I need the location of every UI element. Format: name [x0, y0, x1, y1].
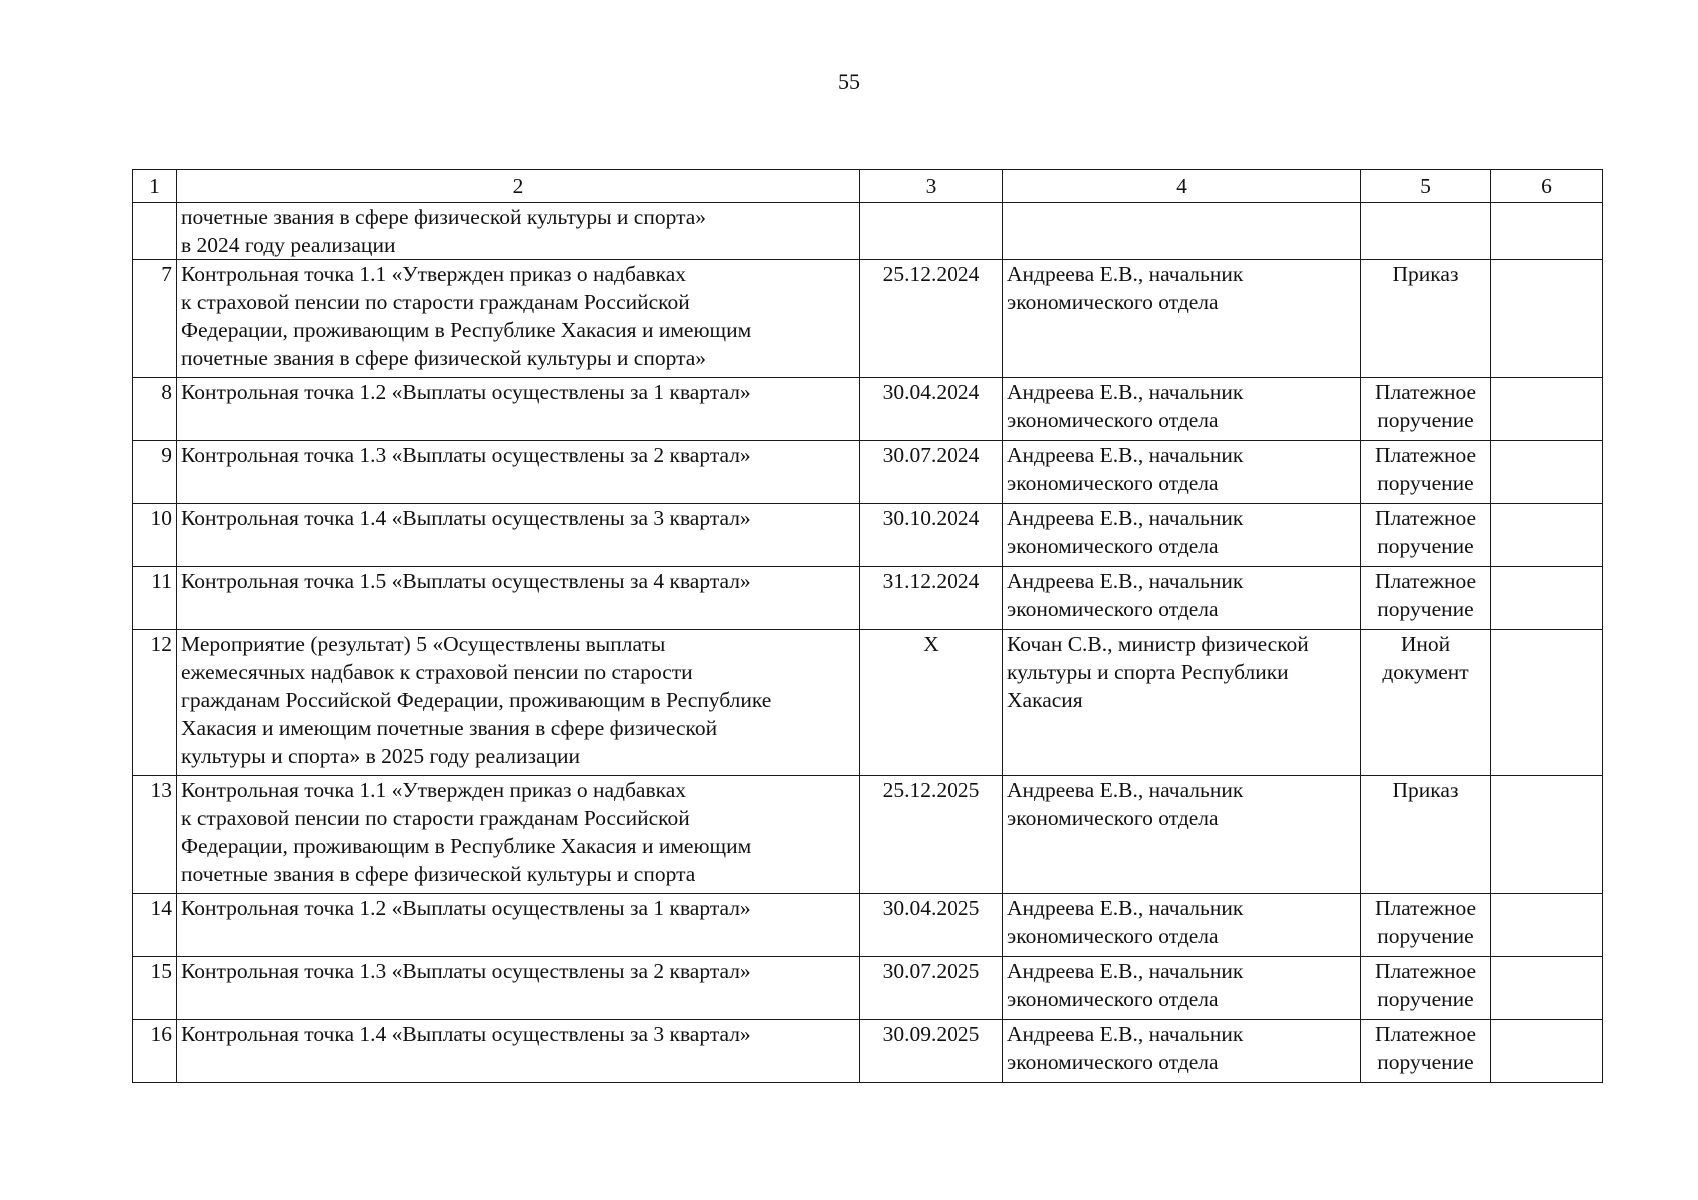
column-number: 6: [1491, 170, 1603, 203]
text-line: Контрольная точка 1.3 «Выплаты осуществлены за 2 квартал»: [181, 443, 751, 467]
text-line: культуры и спорта Республики: [1007, 660, 1289, 684]
text-line: почетные звания в сфере физической культуры и спорта: [181, 862, 696, 886]
text-line: Андреева Е.В., начальник: [1007, 959, 1244, 983]
date-cell: 25.12.2024: [860, 260, 1003, 378]
date-cell: 30.07.2024: [860, 441, 1003, 504]
table-row: [133, 776, 1603, 894]
text-line: Кочан С.В., министр физической: [1007, 632, 1309, 656]
text-line: экономического отдела: [1007, 408, 1219, 432]
document-cell: [1361, 957, 1491, 1020]
column-numbers-row: [133, 170, 1603, 203]
responsible-cell: [1003, 567, 1361, 630]
column-number: 4: [1003, 170, 1361, 203]
column-number: 2: [177, 170, 860, 203]
text-line: Хакасия: [1007, 688, 1083, 712]
text-line: поручение: [1377, 924, 1474, 948]
row-number-cell: 7: [133, 260, 177, 378]
text-line: Андреева Е.В., начальник: [1007, 262, 1244, 286]
text-line: Контрольная точка 1.1 «Утвержден приказ о надбавках: [181, 778, 687, 802]
description-cell: [177, 894, 860, 957]
text-line: к страховой пенсии по старости гражданам Российской: [181, 806, 690, 830]
text-line: Платежное: [1374, 959, 1477, 983]
text-line: экономического отдела: [1007, 534, 1219, 558]
responsible-cell: [1003, 203, 1361, 260]
description-cell: [177, 776, 860, 894]
responsible-cell: [1003, 378, 1361, 441]
text-line: Контрольная точка 1.5 «Выплаты осуществлены за 4 квартал»: [181, 569, 751, 593]
text-line: Приказ: [1392, 262, 1459, 286]
text-line: экономического отдела: [1007, 806, 1219, 830]
responsible-cell: [1003, 630, 1361, 776]
responsible-cell: [1003, 894, 1361, 957]
text-line: поручение: [1377, 597, 1474, 621]
description-cell: [177, 957, 860, 1020]
text-line: экономического отдела: [1007, 987, 1219, 1011]
text-line: Платежное: [1374, 1022, 1477, 1046]
text-line: Андреева Е.В., начальник: [1007, 443, 1244, 467]
description-cell: [177, 441, 860, 504]
description-cell: [177, 1020, 860, 1083]
text-line: Платежное: [1374, 443, 1477, 467]
text-line: Андреева Е.В., начальник: [1007, 778, 1244, 802]
date-cell: 31.12.2024: [860, 567, 1003, 630]
text-line: Андреева Е.В., начальник: [1007, 569, 1244, 593]
description-cell: [177, 378, 860, 441]
date-cell: 25.12.2025: [860, 776, 1003, 894]
row-number-cell: 10: [133, 504, 177, 567]
column-6-cell: [1491, 894, 1603, 957]
column-6-cell: [1491, 441, 1603, 504]
text-line: Контрольная точка 1.2 «Выплаты осуществлены за 1 квартал»: [181, 896, 751, 920]
table-row: [133, 441, 1603, 504]
document-cell: [1361, 203, 1491, 260]
column-number: 1: [133, 170, 177, 203]
document-cell: [1361, 630, 1491, 776]
description-cell: [177, 567, 860, 630]
text-line: культуры и спорта» в 2025 году реализации: [181, 744, 581, 768]
text-line: Платежное: [1374, 569, 1477, 593]
responsible-cell: [1003, 504, 1361, 567]
column-6-cell: [1491, 957, 1603, 1020]
page-number: 55: [838, 69, 860, 94]
table-row: [133, 203, 1603, 260]
text-line: экономического отдела: [1007, 1050, 1219, 1074]
text-line: экономического отдела: [1007, 597, 1219, 621]
document-cell: [1361, 776, 1491, 894]
text-line: почетные звания в сфере физической культуры и спорта»: [181, 346, 707, 370]
text-line: Платежное: [1374, 506, 1477, 530]
responsible-cell: [1003, 441, 1361, 504]
text-line: Федерации, проживающим в Республике Хакасия и имеющим: [181, 318, 752, 342]
table-row: [133, 567, 1603, 630]
text-line: поручение: [1377, 471, 1474, 495]
text-line: поручение: [1377, 987, 1474, 1011]
text-line: Андреева Е.В., начальник: [1007, 1022, 1244, 1046]
document-cell: [1361, 567, 1491, 630]
column-6-cell: [1491, 567, 1603, 630]
row-number-cell: [133, 203, 177, 260]
text-line: Андреева Е.В., начальник: [1007, 506, 1244, 530]
text-line: документ: [1382, 660, 1469, 684]
date-cell: 30.04.2024: [860, 378, 1003, 441]
schedule-table: [132, 169, 1603, 1083]
description-cell: [177, 203, 860, 260]
text-line: Платежное: [1374, 380, 1477, 404]
responsible-cell: [1003, 260, 1361, 378]
text-line: Платежное: [1374, 896, 1477, 920]
table-row: [133, 957, 1603, 1020]
document-cell: [1361, 260, 1491, 378]
text-line: Хакасия и имеющим почетные звания в сфере физической: [181, 716, 718, 740]
description-cell: [177, 630, 860, 776]
text-line: поручение: [1377, 1050, 1474, 1074]
row-number-cell: 12: [133, 630, 177, 776]
column-6-cell: [1491, 776, 1603, 894]
text-line: Контрольная точка 1.2 «Выплаты осуществлены за 1 квартал»: [181, 380, 751, 404]
responsible-cell: [1003, 957, 1361, 1020]
row-number-cell: 13: [133, 776, 177, 894]
table-row: [133, 1020, 1603, 1083]
row-number-cell: 9: [133, 441, 177, 504]
column-6-cell: [1491, 504, 1603, 567]
description-cell: [177, 260, 860, 378]
column-6-cell: [1491, 260, 1603, 378]
column-number: 5: [1361, 170, 1491, 203]
row-number-cell: 11: [133, 567, 177, 630]
text-line: экономического отдела: [1007, 290, 1219, 314]
text-line: в 2024 году реализации: [181, 233, 396, 257]
table-row: [133, 260, 1603, 378]
text-line: Контрольная точка 1.4 «Выплаты осуществлены за 3 квартал»: [181, 506, 751, 530]
text-line: поручение: [1377, 408, 1474, 432]
text-line: Федерации, проживающим в Республике Хакасия и имеющим: [181, 834, 752, 858]
row-number-cell: 8: [133, 378, 177, 441]
row-number-cell: 15: [133, 957, 177, 1020]
date-cell: 30.07.2025: [860, 957, 1003, 1020]
responsible-cell: [1003, 1020, 1361, 1083]
description-cell: [177, 504, 860, 567]
document-cell: [1361, 504, 1491, 567]
document-cell: [1361, 441, 1491, 504]
column-6-cell: [1491, 203, 1603, 260]
table-row: [133, 630, 1603, 776]
text-line: экономического отдела: [1007, 471, 1219, 495]
row-number-cell: 16: [133, 1020, 177, 1083]
date-cell: Х: [860, 630, 1003, 776]
text-line: Мероприятие (результат) 5 «Осуществлены выплаты: [181, 632, 666, 656]
text-line: ежемесячных надбавок к страховой пенсии по старости: [181, 660, 693, 684]
responsible-cell: [1003, 776, 1361, 894]
table-row: [133, 378, 1603, 441]
text-line: поручение: [1377, 534, 1474, 558]
text-line: Контрольная точка 1.1 «Утвержден приказ о надбавках: [181, 262, 687, 286]
document-cell: [1361, 1020, 1491, 1083]
text-line: Приказ: [1392, 778, 1459, 802]
date-cell: 30.04.2025: [860, 894, 1003, 957]
text-line: Контрольная точка 1.4 «Выплаты осуществлены за 3 квартал»: [181, 1022, 751, 1046]
text-line: к страховой пенсии по старости гражданам Российской: [181, 290, 690, 314]
text-line: гражданам Российской Федерации, проживающим в Республике: [181, 688, 772, 712]
text-line: Контрольная точка 1.3 «Выплаты осуществлены за 2 квартал»: [181, 959, 751, 983]
column-number: 3: [860, 170, 1003, 203]
row-number-cell: 14: [133, 894, 177, 957]
text-line: Иной: [1400, 632, 1451, 656]
date-cell: 30.09.2025: [860, 1020, 1003, 1083]
column-6-cell: [1491, 630, 1603, 776]
table-row: [133, 504, 1603, 567]
date-cell: [860, 203, 1003, 260]
document-cell: [1361, 894, 1491, 957]
document-cell: [1361, 378, 1491, 441]
column-6-cell: [1491, 1020, 1603, 1083]
column-6-cell: [1491, 378, 1603, 441]
text-line: Андреева Е.В., начальник: [1007, 380, 1244, 404]
text-line: почетные звания в сфере физической культуры и спорта»: [181, 205, 707, 229]
table-row: [133, 894, 1603, 957]
text-line: Андреева Е.В., начальник: [1007, 896, 1244, 920]
date-cell: 30.10.2024: [860, 504, 1003, 567]
text-line: экономического отдела: [1007, 924, 1219, 948]
